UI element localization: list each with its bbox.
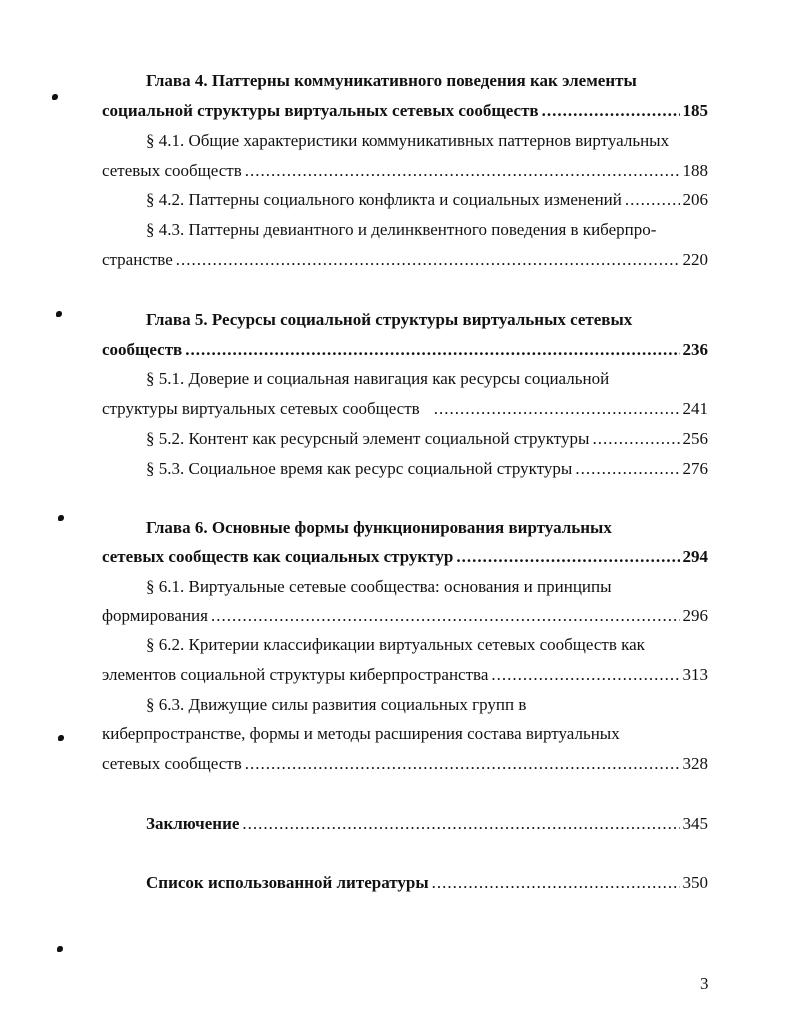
toc-chapter-5-title: Глава 5. Ресурсы социальной структуры виртуальных сетевых: [146, 310, 633, 329]
toc-section-6-3-title: § 6.3. Движущие силы развития социальных групп в: [146, 695, 527, 714]
binder-hole-mark: [52, 94, 58, 100]
toc-chapter-6-page: 294: [682, 547, 708, 566]
leader-dots: [575, 458, 679, 480]
toc-chapter-4-entry: [102, 100, 708, 122]
toc-section-5-2-entry: [146, 428, 708, 450]
toc-section-4-3-title: § 4.3. Паттерны девиантного и делинквентного поведения в киберпро-: [146, 220, 657, 239]
toc-section-6-2-title: § 6.2. Критерии классификации виртуальных сетевых сообществ как: [146, 635, 645, 654]
toc-chapter-5-page: 236: [682, 340, 708, 359]
leader-dots: [491, 664, 679, 686]
toc-chapter-6-title: Глава 6. Основные формы функционирования виртуальных: [146, 518, 612, 537]
toc-conclusion-title: Заключение: [146, 814, 240, 833]
toc-section-4-1-entry: [102, 160, 708, 182]
leader-dots: [432, 872, 680, 894]
toc-section-6-1-title-cont: формирования: [102, 606, 208, 625]
toc-section-4-3-title-cont: странстве: [102, 250, 173, 269]
leader-dots: [625, 189, 680, 211]
toc-section-4-2-page: 206: [682, 190, 708, 209]
toc-section-5-1-title: § 5.1. Доверие и социальная навигация как ресурсы социальной: [146, 369, 610, 388]
toc-section-5-2-title: § 5.2. Контент как ресурсный элемент социальной структуры: [146, 429, 590, 448]
leader-dots: [245, 160, 680, 182]
toc-section-5-1-title-cont: структуры виртуальных сетевых сообществ: [102, 399, 420, 418]
toc-section-6-3-page: 328: [682, 754, 708, 773]
leader-dots: [592, 428, 679, 450]
toc-section-6-1-title: § 6.1. Виртуальные сетевые сообщества: основания и принципы: [146, 577, 612, 596]
toc-conclusion-page: 345: [682, 814, 708, 833]
toc-chapter-4-title-cont: социальной структуры виртуальных сетевых сообществ: [102, 101, 539, 120]
toc-section-4-2-entry: [146, 189, 708, 211]
toc-section-6-2-entry: [102, 664, 708, 686]
toc-references-page: 350: [682, 873, 708, 892]
toc-chapter-6-title-cont: сетевых сообществ как социальных структур: [102, 547, 454, 566]
toc-section-6-3-title-cont: киберпространстве, формы и методы расширения состава виртуальных: [102, 724, 620, 743]
toc-section-5-3-page: 276: [682, 459, 708, 478]
toc-section-6-2-page: 313: [682, 665, 708, 684]
leader-dots: [245, 753, 680, 775]
binder-hole-mark: [58, 515, 64, 521]
toc-chapter-6-entry: [102, 546, 708, 568]
toc-section-6-1-entry: [102, 605, 708, 627]
binder-hole-mark: [58, 735, 64, 741]
toc-section-4-3-page: 220: [682, 250, 708, 269]
leader-dots: [542, 100, 680, 122]
toc-conclusion-entry: [146, 813, 708, 835]
toc-chapter-5-title-cont: сообществ: [102, 340, 183, 359]
toc-section-4-2-title: § 4.2. Паттерны социального конфликта и социальных изменений: [146, 190, 622, 209]
leader-dots: [456, 546, 679, 568]
toc-references-title: Список использованной литературы: [146, 873, 429, 892]
toc-references-entry: [146, 872, 708, 894]
leader-dots: [185, 339, 679, 361]
page-number: 3: [700, 974, 709, 993]
binder-hole-mark: [57, 946, 63, 952]
toc-section-5-3-title: § 5.3. Социальное время как ресурс социальной структуры: [146, 459, 573, 478]
toc-section-4-3-entry: [102, 249, 708, 271]
toc-section-6-3-entry: [102, 753, 708, 775]
toc-section-4-1-title: § 4.1. Общие характеристики коммуникативных паттернов виртуальных: [146, 131, 670, 150]
toc-section-6-2-title-cont: элементов социальной структуры киберпространства: [102, 665, 489, 684]
toc-chapter-4-page: 185: [682, 101, 708, 120]
toc-section-5-1-page: 241: [682, 399, 708, 418]
leader-dots: [434, 398, 680, 420]
toc-section-5-1-entry: [102, 398, 708, 420]
toc-section-4-1-title-cont: сетевых сообществ: [102, 161, 242, 180]
toc-section-6-3-title-cont2: сетевых сообществ: [102, 754, 242, 773]
toc-section-5-3-entry: [146, 458, 708, 480]
binder-hole-mark: [56, 311, 62, 317]
toc-section-5-2-page: 256: [682, 429, 708, 448]
toc-section-6-1-page: 296: [682, 606, 708, 625]
toc-chapter-5-entry: [102, 339, 708, 361]
toc-section-4-1-page: 188: [682, 161, 708, 180]
leader-dots: [176, 249, 680, 271]
toc-chapter-4-title: Глава 4. Паттерны коммуникативного поведения как элементы: [146, 71, 637, 90]
leader-dots: [211, 605, 680, 627]
leader-dots: [242, 813, 679, 835]
